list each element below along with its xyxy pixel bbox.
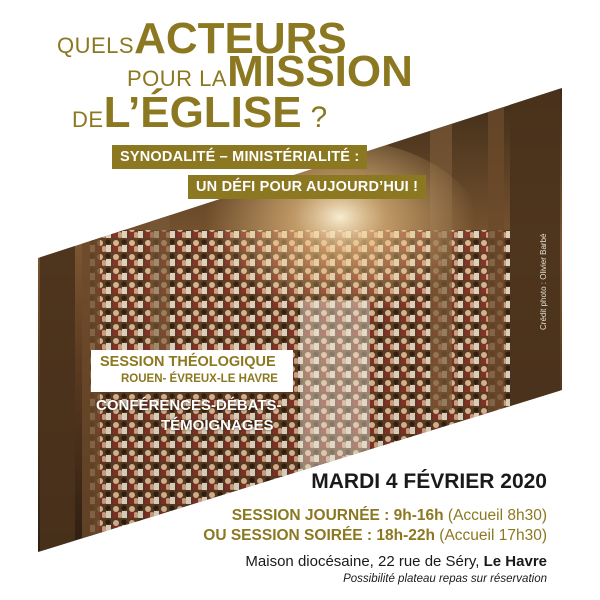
evening-session-welcome: (Accueil 17h30)	[434, 527, 547, 544]
day-session-welcome: (Accueil 8h30)	[443, 507, 547, 524]
title-word-acteurs: ACTEURS	[134, 14, 347, 63]
address-city: Le Havre	[483, 553, 547, 570]
session-places: ROUEN- ÉVREUX-LE HAVRE	[121, 373, 278, 385]
event-address	[245, 553, 547, 570]
title-question-mark: ?	[301, 101, 328, 134]
session-title: SESSION THÉOLOGIQUE	[100, 354, 276, 370]
title-word-quels: QUELS	[57, 33, 135, 58]
evening-session-schedule	[203, 527, 547, 545]
session-format-line-1: CONFÉRENCES-DÉBATS-	[96, 397, 282, 414]
title-word-mission: MISSION	[227, 47, 413, 96]
title-line-3	[72, 88, 328, 138]
address-street: Maison diocésaine, 22 rue de Séry,	[245, 553, 484, 570]
day-session-label: SESSION JOURNÉE : 9h-16h	[231, 507, 444, 524]
photo-credit: Crédit photo : Olivier Barbé	[539, 233, 548, 330]
title-word-pour-la: POUR LA	[127, 66, 228, 91]
day-session-schedule	[232, 507, 547, 525]
evening-session-label: OU SESSION SOIRÉE : 18h-22h	[203, 527, 435, 544]
subtitle-band-1: SYNODALITÉ – MINISTÉRIALITÉ :	[112, 145, 367, 169]
event-date: MARDI 4 FÉVRIER 2020	[311, 470, 547, 493]
meal-note: Possibilité plateau repas sur réservation	[343, 573, 547, 585]
title-word-eglise: L’ÉGLISE	[103, 88, 302, 137]
title-word-de: DE	[72, 107, 104, 132]
subtitle-band-2: UN DÉFI POUR AUJOURD’HUI !	[188, 175, 426, 199]
session-format-line-2: TÉMOIGNAGES	[161, 417, 274, 434]
